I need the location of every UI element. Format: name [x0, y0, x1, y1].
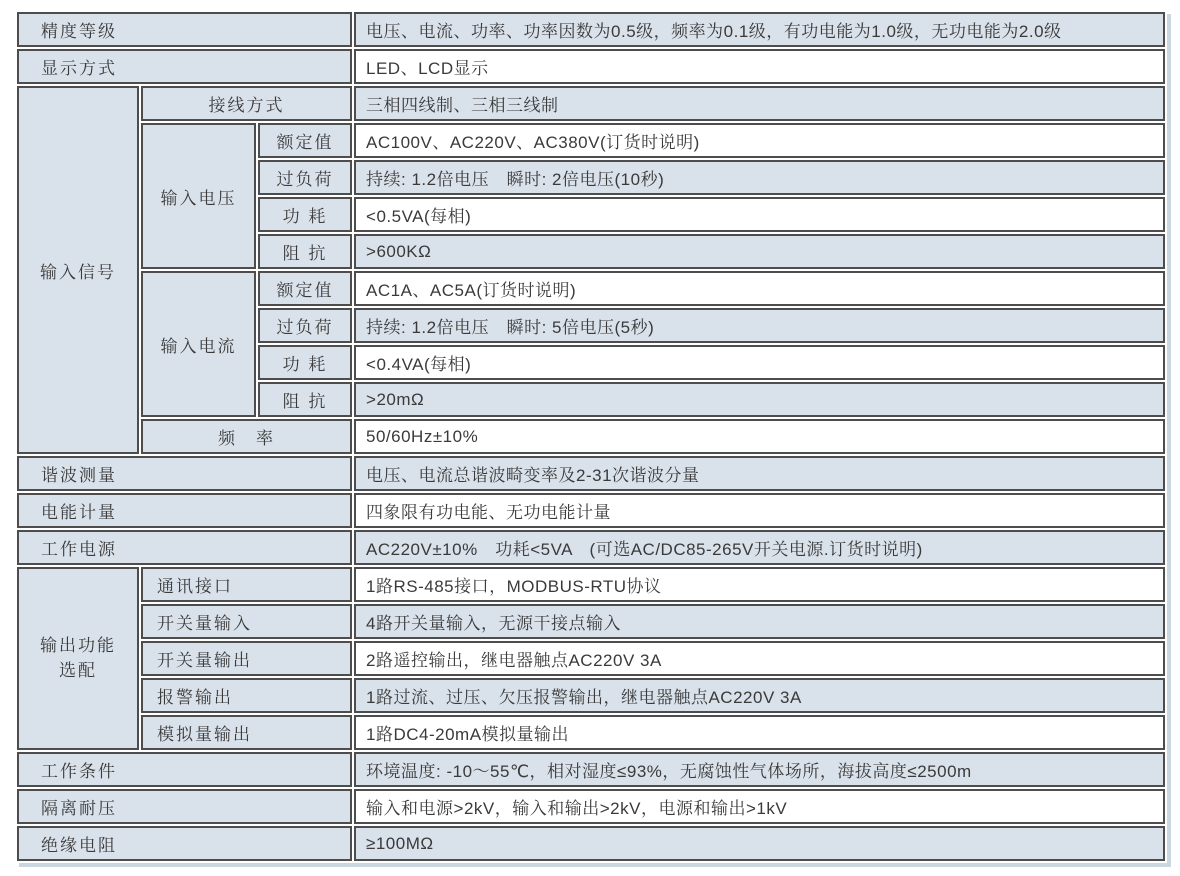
row-digital-output-label: 开关量输出	[141, 641, 352, 676]
row-current-impedance-value: >20mΩ	[354, 382, 1165, 417]
row-isolation-voltage-label: 隔离耐压	[17, 789, 352, 824]
row-insulation-resist-value: ≥100MΩ	[354, 826, 1165, 861]
row-work-conditions-label: 工作条件	[17, 752, 352, 787]
table-row	[17, 567, 1165, 602]
table-row	[17, 530, 1165, 565]
row-work-conditions-value: 环境温度: -10～55℃，相对湿度≤93%，无腐蚀性气体场所，海拔高度≤2500m	[354, 752, 1165, 787]
row-display-label: 显示方式	[17, 49, 352, 84]
row-current-rated-value: AC1A、AC5A(订货时说明)	[354, 271, 1165, 306]
spec-table	[15, 10, 1167, 863]
row-voltage-impedance-label: 阻 抗	[258, 234, 352, 269]
row-analog-output-value: 1路DC4-20mA模拟量输出	[354, 715, 1165, 750]
row-current-consumption-label: 功 耗	[258, 345, 352, 380]
row-voltage-impedance-value: >600KΩ	[354, 234, 1165, 269]
table-row	[17, 604, 1165, 639]
table-row	[17, 493, 1165, 528]
table-row	[17, 641, 1165, 676]
row-power-supply-label: 工作电源	[17, 530, 352, 565]
row-accuracy-value: 电压、电流、功率、功率因数为0.5级，频率为0.1级，有功电能为1.0级，无功电能为2.0级	[354, 12, 1165, 47]
table-row	[17, 123, 1165, 158]
table-row	[17, 789, 1165, 824]
row-frequency-value: 50/60Hz±10%	[354, 419, 1165, 454]
row-harmonics-label: 谐波测量	[17, 456, 352, 491]
group-input-voltage-label: 输入电压	[141, 123, 256, 269]
row-digital-input-value: 4路开关量输入，无源干接点输入	[354, 604, 1165, 639]
row-voltage-consumption-value: <0.5VA(每相)	[354, 197, 1165, 232]
table-row	[17, 271, 1165, 306]
group-input-signal-label: 输入信号	[17, 86, 139, 454]
table-row	[17, 678, 1165, 713]
table-row	[17, 12, 1165, 47]
table-row	[17, 752, 1165, 787]
table-row	[17, 715, 1165, 750]
row-comm-port-value: 1路RS-485接口，MODBUS-RTU协议	[354, 567, 1165, 602]
row-frequency-label: 频 率	[141, 419, 352, 454]
row-comm-port-label: 通讯接口	[141, 567, 352, 602]
row-alarm-output-value: 1路过流、过压、欠压报警输出，继电器触点AC220V 3A	[354, 678, 1165, 713]
row-wiring-label: 接线方式	[141, 86, 352, 121]
row-harmonics-value: 电压、电流总谐波畸变率及2-31次谐波分量	[354, 456, 1165, 491]
row-energy-metering-label: 电能计量	[17, 493, 352, 528]
group-output-options-line2: 选配	[59, 660, 97, 680]
group-input-current-label: 输入电流	[141, 271, 256, 417]
row-digital-input-label: 开关量输入	[141, 604, 352, 639]
row-insulation-resist-label: 绝缘电阻	[17, 826, 352, 861]
row-display-value: LED、LCD显示	[354, 49, 1165, 84]
row-voltage-overload-label: 过负荷	[258, 160, 352, 195]
row-voltage-overload-value: 持续: 1.2倍电压 瞬时: 2倍电压(10秒)	[354, 160, 1165, 195]
table-row	[17, 49, 1165, 84]
row-current-impedance-label: 阻 抗	[258, 382, 352, 417]
row-analog-output-label: 模拟量输出	[141, 715, 352, 750]
table-row	[17, 86, 1165, 121]
row-current-overload-value: 持续: 1.2倍电压 瞬时: 5倍电压(5秒)	[354, 308, 1165, 343]
row-energy-metering-value: 四象限有功电能、无功电能计量	[354, 493, 1165, 528]
row-accuracy-label: 精度等级	[17, 12, 352, 47]
table-row	[17, 456, 1165, 491]
group-output-options-label	[17, 567, 139, 750]
row-voltage-rated-value: AC100V、AC220V、AC380V(订货时说明)	[354, 123, 1165, 158]
table-row	[17, 826, 1165, 861]
row-digital-output-value: 2路遥控输出，继电器触点AC220V 3A	[354, 641, 1165, 676]
group-output-options-line1: 输出功能	[40, 635, 116, 655]
row-power-supply-value: AC220V±10% 功耗<5VA (可选AC/DC85-265V开关电源.订货时说明)	[354, 530, 1165, 565]
row-alarm-output-label: 报警输出	[141, 678, 352, 713]
row-voltage-consumption-label: 功 耗	[258, 197, 352, 232]
row-voltage-rated-label: 额定值	[258, 123, 352, 158]
row-wiring-value: 三相四线制、三相三线制	[354, 86, 1165, 121]
row-current-rated-label: 额定值	[258, 271, 352, 306]
row-current-consumption-value: <0.4VA(每相)	[354, 345, 1165, 380]
table-row	[17, 419, 1165, 454]
row-current-overload-label: 过负荷	[258, 308, 352, 343]
row-isolation-voltage-value: 输入和电源>2kV，输入和输出>2kV，电源和输出>1kV	[354, 789, 1165, 824]
